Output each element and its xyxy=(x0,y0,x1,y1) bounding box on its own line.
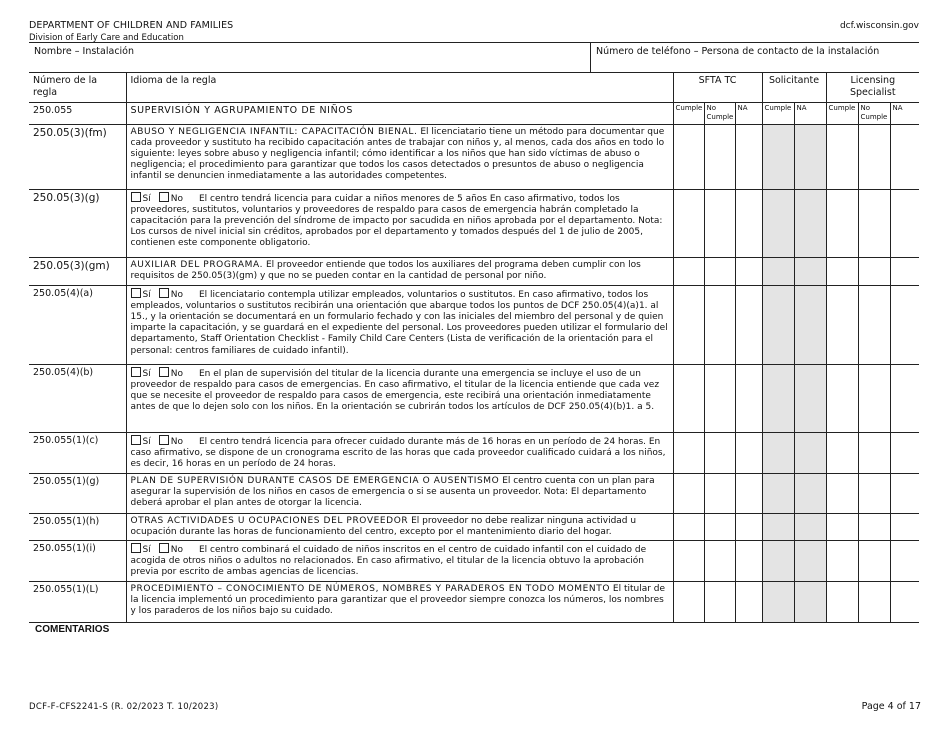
yes-checkbox[interactable] xyxy=(131,435,141,445)
rule-number: 250.05(3)(g) xyxy=(29,189,126,257)
no-checkbox[interactable] xyxy=(159,367,169,377)
table-row xyxy=(29,540,919,581)
sfta-not-meets-cell[interactable] xyxy=(704,124,735,189)
no-checkbox[interactable] xyxy=(159,543,169,553)
licensing-meets-cell[interactable] xyxy=(826,285,858,364)
licensing-meets-cell[interactable] xyxy=(826,581,858,622)
table-row xyxy=(29,581,919,622)
applicant-na-cell[interactable] xyxy=(794,124,826,189)
table-row xyxy=(29,364,919,432)
licensing-meets-cell[interactable] xyxy=(826,257,858,285)
rule-text xyxy=(126,257,673,285)
page-number: Page 4 of 17 xyxy=(861,701,921,712)
sfta-not-meets-cell[interactable] xyxy=(704,285,735,364)
page-header xyxy=(29,20,233,44)
no-checkbox[interactable] xyxy=(159,192,169,202)
comments-label: COMENTARIOS xyxy=(35,624,110,635)
licensing-not-meets-cell[interactable] xyxy=(858,364,890,432)
sfta-na-cell[interactable] xyxy=(735,257,762,285)
sfta-meets-cell[interactable] xyxy=(673,364,704,432)
rule-heading: ABUSO Y NEGLIGENCIA INFANTIL: CAPACITACIÓN BIENAL. xyxy=(130,126,418,137)
licensing-not-meets-cell[interactable] xyxy=(858,432,890,473)
sfta-na-cell[interactable] xyxy=(735,189,762,257)
licensing-meets-cell[interactable] xyxy=(826,513,858,540)
rule-number: 250.055(1)(h) xyxy=(29,513,126,540)
yes-label: Sí xyxy=(142,289,151,300)
sfta-na-cell[interactable] xyxy=(735,285,762,364)
licensing-na-cell[interactable] xyxy=(890,581,919,622)
sfta-na-cell[interactable] xyxy=(735,124,762,189)
licensing-meets-cell[interactable] xyxy=(826,124,858,189)
licensing-meets-cell[interactable] xyxy=(826,364,858,432)
applicant-meets-cell[interactable] xyxy=(762,540,794,581)
no-label: No xyxy=(170,193,183,204)
facility-name-field[interactable] xyxy=(29,43,591,72)
sfta-meets-cell[interactable] xyxy=(673,513,704,540)
rule-body: El centro cuenta con un plan para asegurar la supervisión de los niños en casos de emergencia o si se ausenta un proveedor. Nota: El departamento deberá aprobar el plan antes de otorgar la licencia. xyxy=(130,475,655,508)
licensing-na-cell[interactable] xyxy=(890,189,919,257)
sfta-not-meets-cell[interactable] xyxy=(704,257,735,285)
sfta-not-meets-cell[interactable] xyxy=(704,189,735,257)
col-rule-language: Idioma de la regla xyxy=(126,73,673,102)
sfta-not-meets-header: No Cumple xyxy=(704,102,735,124)
form-id: DCF-F-CFS2241-S (R. 02/2023 T. 10/2023) xyxy=(29,702,219,712)
table-row xyxy=(29,513,919,540)
sfta-meets-cell[interactable] xyxy=(673,257,704,285)
applicant-na-cell[interactable] xyxy=(794,189,826,257)
sfta-not-meets-cell[interactable] xyxy=(704,473,735,513)
yes-checkbox[interactable] xyxy=(131,192,141,202)
table-row xyxy=(29,124,919,189)
licensing-na-cell[interactable] xyxy=(890,432,919,473)
rule-body: El centro tendrá licencia para ofrecer cuidado durante más de 16 horas en un período de 24 horas. En caso afirmativo, se dispone de un cronograma escrito de las horas que cada proveedor cualificado cuidará a los niños, es decir, 16 horas en un período de 24 horas. xyxy=(130,436,666,469)
rule-number: 250.055(1)(c) xyxy=(29,432,126,473)
applicant-na-cell[interactable] xyxy=(794,473,826,513)
sfta-meets-cell[interactable] xyxy=(673,285,704,364)
rule-body: El proveedor entiende que todos los auxiliares del programa deben cumplir con los requisitos de 250.05(3)(gm) y que no se pueden contar en la cantidad de personal por niño. xyxy=(130,259,641,281)
yes-label: Sí xyxy=(142,436,151,447)
sfta-meets-header: Cumple xyxy=(673,102,704,124)
department-name: DEPARTMENT OF CHILDREN AND FAMILIES xyxy=(29,20,234,31)
sfta-na-cell[interactable] xyxy=(735,473,762,513)
col-sfta: SFTA TC xyxy=(673,73,762,102)
division-name: Division of Early Care and Education xyxy=(29,33,184,43)
licensing-na-cell[interactable] xyxy=(890,513,919,540)
applicant-na-header: NA xyxy=(794,102,826,124)
rule-text xyxy=(126,540,673,581)
rule-heading: OTRAS ACTIVIDADES U OCUPACIONES DEL PROVEEDOR xyxy=(130,515,409,526)
rule-body: El centro combinará el cuidado de niños inscritos en el centro de cuidado infantil con el cuidado de acogida de otros niños o adultos no relacionados. En caso afirmativo, el titular de la licencia obtuvo la aprobación previa por escrito de ambas agencias de licencias. xyxy=(130,544,647,577)
table-row xyxy=(29,189,919,257)
applicant-meets-cell[interactable] xyxy=(762,257,794,285)
col-applicant: Solicitante xyxy=(762,73,826,102)
rule-text xyxy=(126,285,673,364)
sfta-na-header: NA xyxy=(735,102,762,124)
sfta-na-cell[interactable] xyxy=(735,513,762,540)
rule-body: En el plan de supervisión del titular de la licencia durante una emergencia se incluye el uso de un proveedor de respaldo para casos de emergencias. En caso afirmativo, el titular de la licencia entiende que cada vez que se necesite el proveedor de respaldo para casos de emergencia, este recibirá una orientación inmediatamente antes de que lo dejen solo con los niños. En la orientación se cubrirán todos los artículos de DCF 250.05(4)(b)1. a 5. xyxy=(130,368,660,413)
licensing-not-meets-cell[interactable] xyxy=(858,513,890,540)
yes-checkbox[interactable] xyxy=(131,288,141,298)
sfta-meets-cell[interactable] xyxy=(673,581,704,622)
applicant-meets-cell[interactable] xyxy=(762,285,794,364)
licensing-na-header: NA xyxy=(890,102,919,124)
rule-text xyxy=(126,189,673,257)
yes-label: Sí xyxy=(142,544,151,555)
sfta-na-cell[interactable] xyxy=(735,364,762,432)
section-row xyxy=(29,102,919,124)
rule-number: 250.05(3)(fm) xyxy=(29,124,126,189)
applicant-na-cell[interactable] xyxy=(794,285,826,364)
facility-name-label: Nombre – Instalación xyxy=(34,46,135,57)
licensing-not-meets-cell[interactable] xyxy=(858,189,890,257)
no-label: No xyxy=(170,289,183,300)
sfta-na-cell[interactable] xyxy=(735,581,762,622)
licensing-not-meets-cell[interactable] xyxy=(858,473,890,513)
licensing-meets-cell[interactable] xyxy=(826,189,858,257)
applicant-na-cell[interactable] xyxy=(794,257,826,285)
licensing-meets-cell[interactable] xyxy=(826,432,858,473)
licensing-not-meets-cell[interactable] xyxy=(858,257,890,285)
rule-heading: PROCEDIMIENTO – CONOCIMIENTO DE NÚMEROS, NOMBRES Y PARADEROS EN TODO MOMENTO xyxy=(130,583,611,594)
licensing-not-meets-cell[interactable] xyxy=(858,285,890,364)
sfta-meets-cell[interactable] xyxy=(673,189,704,257)
rule-body: El licenciatario tiene un método para documentar que cada proveedor y sustituto ha recibido capacitación antes de trabajar con niños y, al menos, cada dos años en todo lo siguiente: leyes sobre abuso y negligencia infantil; cómo identificar a los niños que han sido víctimas de abuso o negligencia; el procedimiento para garantizar que todos los casos detectados o presuntos de abuso o negligencia infantil se denuncien inmediatamente a las autoridades competentes. xyxy=(130,126,665,182)
licensing-meets-header: Cumple xyxy=(826,102,858,124)
licensing-not-meets-cell[interactable] xyxy=(858,581,890,622)
licensing-na-cell[interactable] xyxy=(890,124,919,189)
supervision-checklist-table xyxy=(29,73,919,623)
applicant-meets-cell[interactable] xyxy=(762,513,794,540)
table-row xyxy=(29,257,919,285)
rule-body: El proveedor no debe realizar ninguna actividad u ocupación durante las horas de funcionamiento del centro, excepto por el mantenimiento diario del hogar. xyxy=(130,515,637,537)
facility-phone-field[interactable] xyxy=(591,43,919,72)
applicant-meets-cell[interactable] xyxy=(762,473,794,513)
col-rule-number: Número de la regla xyxy=(29,73,126,102)
no-checkbox[interactable] xyxy=(159,288,169,298)
applicant-meets-cell[interactable] xyxy=(762,364,794,432)
licensing-na-cell[interactable] xyxy=(890,540,919,581)
sfta-na-cell[interactable] xyxy=(735,540,762,581)
applicant-meets-header: Cumple xyxy=(762,102,794,124)
sfta-meets-cell[interactable] xyxy=(673,124,704,189)
rule-body: El centro tendrá licencia para cuidar a niños menores de 5 años En caso afirmativo, todos los proveedores, sustitutos, voluntarios y proveedores de respaldo para casos de emergencia habrán completado la capacitación para la prevención del síndrome de impacto por sacudida en niños aprobada por el departamento. Nota: Los cursos de nivel inicial sin créditos, aprobados por el departamento y tomados después del 1 de julio de 2005, contienen este componente obligatorio. xyxy=(130,193,663,249)
sfta-not-meets-cell[interactable] xyxy=(704,581,735,622)
licensing-na-cell[interactable] xyxy=(890,473,919,513)
sfta-meets-cell[interactable] xyxy=(673,432,704,473)
sfta-meets-cell[interactable] xyxy=(673,473,704,513)
sfta-not-meets-cell[interactable] xyxy=(704,540,735,581)
licensing-meets-cell[interactable] xyxy=(826,473,858,513)
licensing-na-cell[interactable] xyxy=(890,285,919,364)
rule-text xyxy=(126,124,673,189)
applicant-na-cell[interactable] xyxy=(794,432,826,473)
rule-heading: AUXILIAR DEL PROGRAMA. xyxy=(130,259,264,270)
table-row xyxy=(29,473,919,513)
applicant-meets-cell[interactable] xyxy=(762,581,794,622)
yes-checkbox[interactable] xyxy=(131,367,141,377)
licensing-not-meets-cell[interactable] xyxy=(858,540,890,581)
applicant-meets-cell[interactable] xyxy=(762,432,794,473)
rule-text xyxy=(126,513,673,540)
table-row xyxy=(29,285,919,364)
no-label: No xyxy=(170,368,183,379)
section-number: 250.055 xyxy=(29,102,126,124)
rule-text xyxy=(126,432,673,473)
rule-body: El licenciatario contempla utilizar empleados, voluntarios o sustitutos. En caso afirmativo, todos los empleados, voluntarios o sustitutos recibirán una orientación que abarque todos los puntos de DCF 250.05(4)(a)1. al 15., y la orientación se documentará en un formulario fechado y con las iniciales del miembro del personal y de quien imparte la capacitación, y se guardará en el expediente del personal. Los proveedores pueden utilizar el formulario del departamento, Staff Orientation Checklist - Family Child Care Centers (Lista de verificación de la orientación para el personal: centros familiares de cuidado infantil). xyxy=(130,289,668,356)
rule-text xyxy=(126,473,673,513)
sfta-not-meets-cell[interactable] xyxy=(704,513,735,540)
col-licensing: Licensing Specialist xyxy=(826,73,919,102)
facility-info-box xyxy=(29,42,919,73)
facility-phone-label: Número de teléfono – Persona de contacto de la instalación xyxy=(596,46,880,57)
no-label: No xyxy=(170,544,183,555)
applicant-na-cell[interactable] xyxy=(794,540,826,581)
rule-text xyxy=(126,581,673,622)
applicant-na-cell[interactable] xyxy=(794,581,826,622)
rule-number: 250.055(1)(L) xyxy=(29,581,126,622)
sfta-not-meets-cell[interactable] xyxy=(704,432,735,473)
applicant-meets-cell[interactable] xyxy=(762,124,794,189)
no-checkbox[interactable] xyxy=(159,435,169,445)
rule-number: 250.055(1)(g) xyxy=(29,473,126,513)
yes-checkbox[interactable] xyxy=(131,543,141,553)
website-link[interactable]: dcf.wisconsin.gov xyxy=(839,21,919,31)
licensing-na-cell[interactable] xyxy=(890,364,919,432)
applicant-na-cell[interactable] xyxy=(794,364,826,432)
sfta-not-meets-cell[interactable] xyxy=(704,364,735,432)
section-title: SUPERVISIÓN Y AGRUPAMIENTO DE NIÑOS xyxy=(126,102,673,124)
no-label: No xyxy=(170,436,183,447)
yes-label: Sí xyxy=(142,368,151,379)
licensing-not-meets-cell[interactable] xyxy=(858,124,890,189)
licensing-meets-cell[interactable] xyxy=(826,540,858,581)
table-row xyxy=(29,432,919,473)
applicant-na-cell[interactable] xyxy=(794,513,826,540)
rule-heading: PLAN DE SUPERVISIÓN DURANTE CASOS DE EMERGENCIA O AUSENTISMO xyxy=(130,475,500,486)
rule-number: 250.05(4)(a) xyxy=(29,285,126,364)
rule-number: 250.055(1)(i) xyxy=(29,540,126,581)
table-header-row xyxy=(29,73,919,102)
rule-number: 250.05(4)(b) xyxy=(29,364,126,432)
licensing-not-meets-header: No Cumple xyxy=(858,102,890,124)
sfta-na-cell[interactable] xyxy=(735,432,762,473)
rule-body: El titular de la licencia implementó un procedimiento para garantizar que el proveedor siempre conozca los números, los nombres y los paraderos de los niños bajo su cuidado. xyxy=(130,583,666,616)
licensing-na-cell[interactable] xyxy=(890,257,919,285)
applicant-meets-cell[interactable] xyxy=(762,189,794,257)
sfta-meets-cell[interactable] xyxy=(673,540,704,581)
yes-label: Sí xyxy=(142,193,151,204)
rule-number: 250.05(3)(gm) xyxy=(29,257,126,285)
rule-text xyxy=(126,364,673,432)
